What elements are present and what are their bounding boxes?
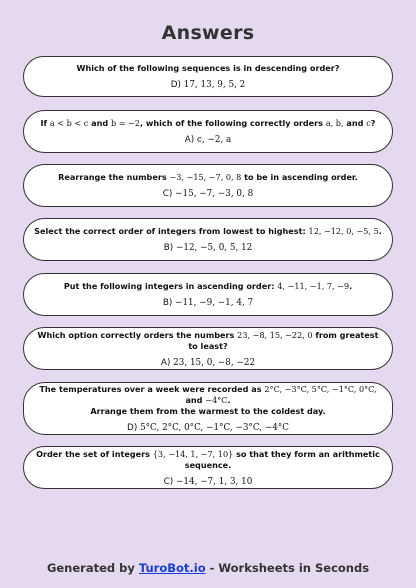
question-text: The temperatures over a week were recorded as 2°C, −3°C, 5°C, −1°C, 0°C, and −4°C. Arrange them from the warmest to the coldest day. (39, 384, 377, 416)
answer-card-3 (23, 164, 393, 207)
footer (0, 561, 416, 575)
answer-card-6 (23, 327, 393, 370)
answer-text: C) −14, −7, 1, 3, 10 (163, 476, 253, 487)
turobot-link[interactable]: TuroBot.io (138, 561, 206, 575)
answer-card-1 (23, 56, 393, 97)
answer-text: D) 17, 13, 9, 5, 2 (170, 80, 246, 90)
footer-suffix: - Worksheets in Seconds (209, 561, 370, 575)
answer-card-4 (23, 218, 393, 261)
answer-text: B) −12, −5, 0, 5, 12 (163, 243, 253, 253)
page-title: Answers (161, 22, 255, 44)
question-text: Put the following integers in ascending order: 4, −11, −1, 7, −9. (63, 281, 353, 291)
question-text: Select the correct order of integers from lowest to highest: 12, −12, 0, −5, 5. (34, 226, 382, 236)
footer-prefix: Generated by (46, 561, 135, 575)
question-text: Which option correctly orders the numbers 23, −8, 15, −22, 0 from greatest to least? (37, 329, 379, 351)
answer-card-7 (23, 382, 393, 435)
answer-text: B) −11, −9, −1, 4, 7 (162, 298, 254, 308)
question-text: Which of the following sequences is in descending order? (76, 63, 340, 73)
question-text: Order the set of integers {3, −14, 1, −7, 10} so that they form an arithmetic sequence. (36, 448, 380, 470)
question-text: Rearrange the numbers −3, −15, −7, 0, 8 to be in ascending order. (58, 172, 358, 182)
answer-text: A) c, −2, a (184, 135, 232, 145)
answer-text: A) 23, 15, 0, −8, −22 (160, 357, 256, 368)
question-text: If a < b < c and b = −2, which of the following correctly orders a, b, and c? (40, 118, 376, 128)
answer-card-5 (23, 273, 393, 316)
answer-card-2 (23, 110, 393, 153)
answer-card-8 (23, 446, 393, 489)
answer-text: C) −15, −7, −3, 0, 8 (162, 189, 254, 199)
answer-text: D) 5°C, 2°C, 0°C, −1°C, −3°C, −4°C (127, 423, 289, 433)
